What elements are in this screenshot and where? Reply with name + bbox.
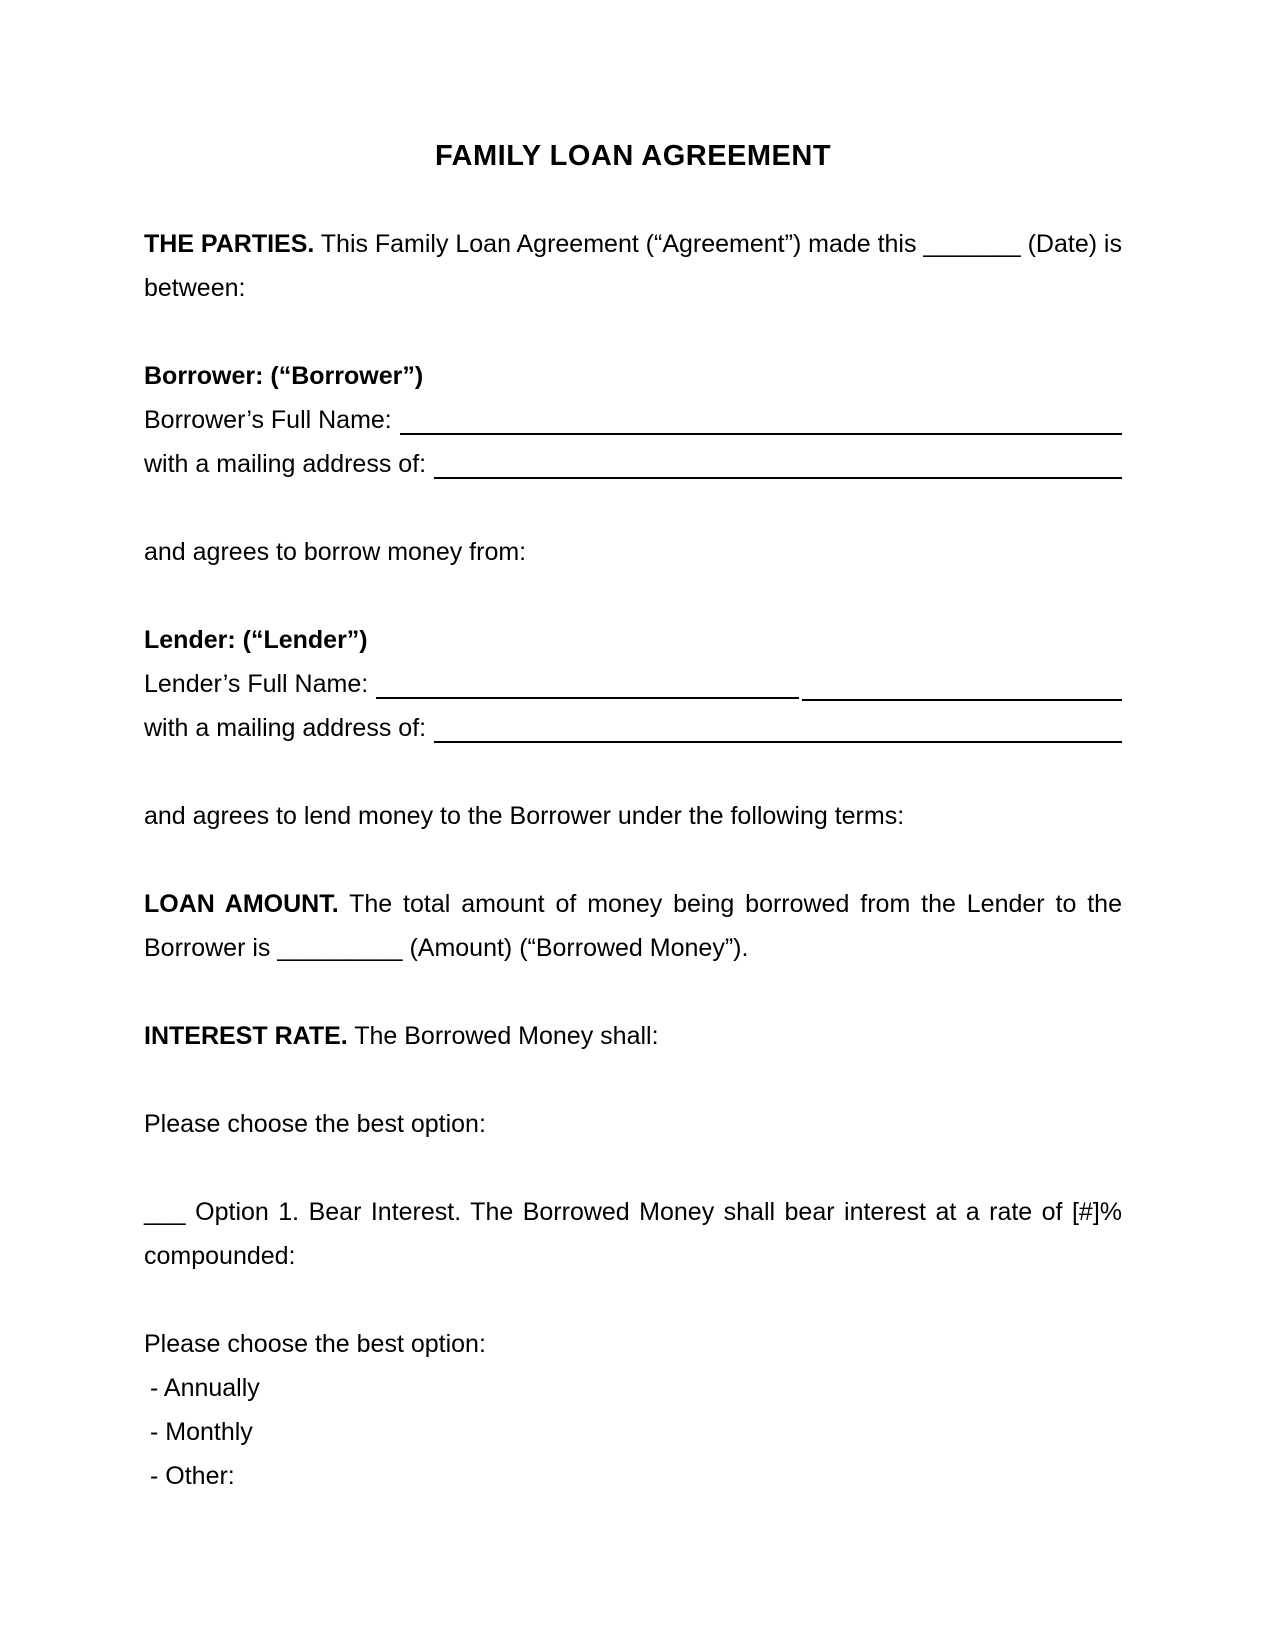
borrower-name-field [144, 398, 1122, 442]
borrower-heading: Borrower: (“Borrower”) [144, 362, 424, 390]
parties-clause-line2: between: [144, 274, 246, 302]
borrower-address-blank-line [434, 442, 1122, 479]
choose-option-prompt-1: Please choose the best option: [144, 1110, 486, 1138]
option-item-other: - Other: [150, 1462, 235, 1490]
option1-line1: ___ Option 1. Bear Interest. The Borrowed Money shall bear interest at a rate of [#]% [144, 1198, 1122, 1226]
option-item-monthly: - Monthly [150, 1418, 253, 1446]
borrower-name-blank-line [400, 398, 1122, 435]
option1-line2: compounded: [144, 1242, 296, 1270]
borrower-address-label: with a mailing address of: [144, 450, 427, 478]
lender-address-field [144, 706, 1122, 750]
lender-agrees-line: and agrees to lend money to the Borrower under the following terms: [144, 802, 905, 830]
parties-clause-line1 [144, 222, 1122, 266]
parties-clause-lead: THE PARTIES. [144, 230, 315, 258]
borrower-name-label: Borrower’s Full Name: [144, 406, 392, 434]
compound-options-block [144, 1322, 1122, 1498]
interest-rate-clause [144, 1014, 1122, 1058]
borrower-agrees-line: and agrees to borrow money from: [144, 538, 527, 566]
loan-amount-clause [144, 882, 1122, 970]
lender-address-label: with a mailing address of: [144, 714, 427, 742]
lender-name-blank-line-segment-2 [802, 662, 1122, 701]
interest-rate-text: The Borrowed Money shall: [347, 1022, 659, 1050]
lender-heading: Lender: (“Lender”) [144, 626, 368, 654]
lender-section [144, 618, 1122, 750]
interest-rate-lead: INTEREST RATE. [144, 1022, 348, 1050]
lender-name-field [144, 662, 1122, 706]
loan-amount-line2: Borrower is _________ (Amount) (“Borrowed Money”). [144, 934, 749, 962]
parties-clause [144, 222, 1122, 310]
parties-clause-text: This Family Loan Agreement (“Agreement”) made this _______ (Date) is [314, 230, 1122, 258]
loan-amount-lead: LOAN AMOUNT. [144, 890, 339, 918]
document-title: FAMILY LOAN AGREEMENT [434, 140, 832, 172]
lender-address-blank-line [434, 706, 1122, 743]
loan-amount-line1 [144, 882, 1122, 926]
option-item-annually: - Annually [150, 1374, 260, 1402]
option1-clause [144, 1190, 1122, 1278]
borrower-address-field [144, 442, 1122, 486]
lender-name-blank-line-segment-1 [376, 662, 799, 699]
choose-option-prompt-2: Please choose the best option: [144, 1330, 486, 1358]
lender-name-label: Lender’s Full Name: [144, 670, 369, 698]
loan-amount-text: The total amount of money being borrowed from the Lender to the [338, 890, 1122, 918]
borrower-section [144, 354, 1122, 486]
